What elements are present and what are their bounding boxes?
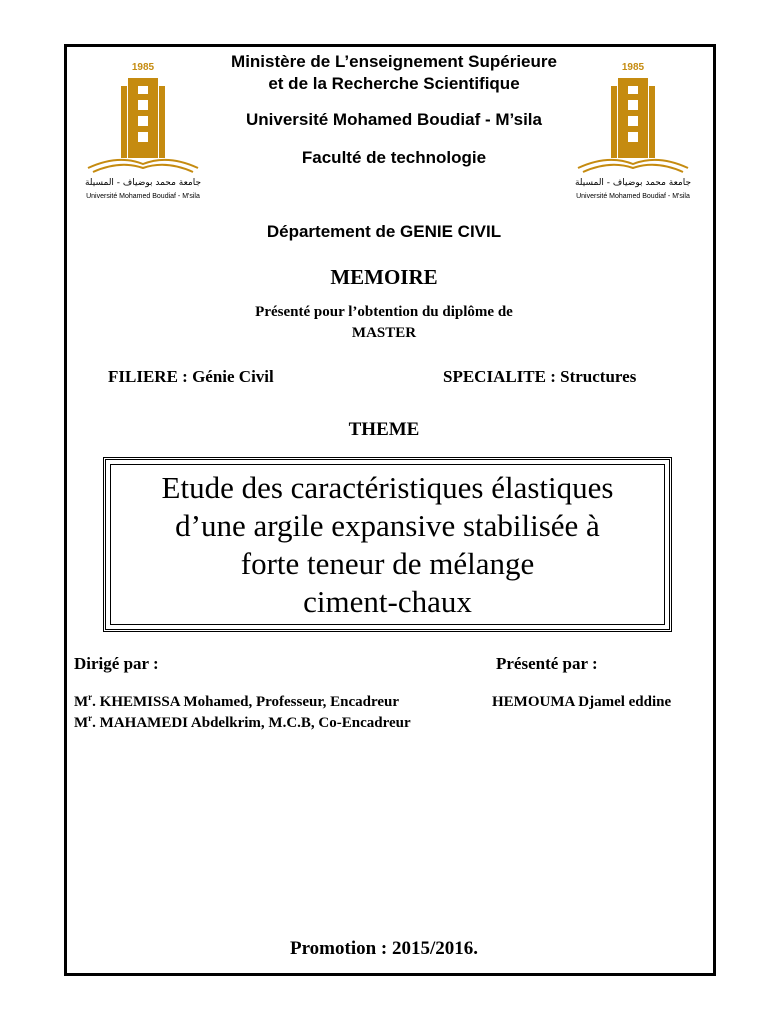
- logo-french-name-left: Université Mohamed Boudiaf - M'sila: [86, 193, 200, 200]
- logo-year-left: 1985: [131, 62, 155, 73]
- theme-line-4: ciment-chaux: [303, 583, 472, 619]
- university-name: Université Mohamed Boudiaf - M’sila: [246, 110, 542, 129]
- supervisor-2-sup: r: [88, 713, 93, 723]
- ministry-line-2: et de la Recherche Scientifique: [268, 74, 520, 93]
- theme-heading: THEME: [348, 419, 420, 440]
- theme-line-1: Etude des caractéristiques élastiques: [161, 469, 614, 505]
- logo-year-right: 1985: [621, 62, 645, 73]
- theme-box-inner: [110, 464, 665, 625]
- logo-arabic-name-left: جامعة محمد بوضياف - المسيلة: [84, 178, 202, 188]
- ministry-line-1: Ministère de L’enseignement Supérieure: [231, 52, 557, 71]
- promotion-year: Promotion : 2015/2016.: [289, 938, 479, 959]
- filiere-label: FILIERE : Génie Civil: [108, 367, 274, 386]
- supervisor-1-prefix: M: [74, 694, 89, 710]
- specialite-label: SPECIALITE : Structures: [443, 367, 637, 386]
- directed-by-label: Dirigé par :: [74, 654, 159, 673]
- supervisor-1-sup: r: [88, 692, 93, 702]
- department-title: Département de GENIE CIVIL: [266, 222, 502, 241]
- student-name: HEMOUMA Djamel eddine: [492, 694, 672, 710]
- memoire-subtitle-line2: MASTER: [351, 325, 417, 341]
- supervisor-1: [74, 694, 399, 711]
- memoire-subtitle-line1: Présenté pour l’obtention du diplôme de: [255, 304, 513, 320]
- supervisor-1-text: . KHEMISSA Mohamed, Professeur, Encadreur: [92, 694, 399, 710]
- memoire-title: MEMOIRE: [330, 265, 438, 289]
- supervisor-2: [74, 715, 411, 732]
- theme-line-3: forte teneur de mélange: [240, 545, 535, 581]
- theme-line-2: d’une argile expansive stabilisée à: [175, 507, 600, 543]
- logo-arabic-name-right: جامعة محمد بوضياف - المسيلة: [574, 178, 692, 188]
- presented-by-label: Présenté par :: [496, 654, 598, 673]
- theme-box: [103, 457, 672, 632]
- supervisor-2-text: . MAHAMEDI Abdelkrim, M.C.B, Co-Encadreur: [92, 715, 411, 731]
- logo-french-name-right: Université Mohamed Boudiaf - M'sila: [576, 193, 690, 200]
- faculty-name: Faculté de technologie: [301, 148, 487, 167]
- supervisor-2-prefix: M: [74, 715, 89, 731]
